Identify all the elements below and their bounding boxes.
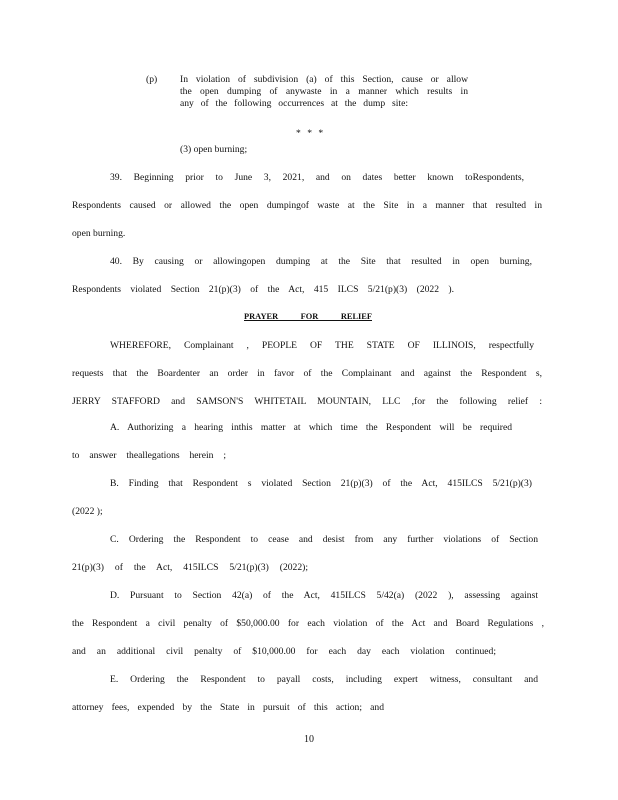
quote-line: the open dumping of anywaste in a manner which results in bbox=[180, 86, 468, 97]
quote-item-3: (3) open burning; bbox=[180, 144, 248, 155]
paragraph-40-line: 40. By causing or allowingopen dumping at the Site that resulted in open burning, bbox=[110, 256, 532, 267]
relief-d-line: the Respondent a civil penalty of $50,000.00 for each violation of the Act and Board Regulations , bbox=[72, 618, 544, 629]
quote-line: any of the following occurrences at the dump site: bbox=[180, 98, 408, 109]
section-heading: PRAYER FOR RELIEF bbox=[244, 312, 372, 321]
relief-e-line: E. Ordering the Respondent to payall costs, including expert witness, consultant and bbox=[110, 674, 538, 685]
relief-d-line: D. Pursuant to Section 42(a) of the Act, 415ILCS 5/42(a) (2022 ), assessing against bbox=[110, 590, 538, 601]
relief-a-line: to answer theallegations herein ; bbox=[72, 450, 226, 461]
wherefore-line: JERRY STAFFORD and SAMSON'S WHITETAIL MOUNTAIN, LLC ,for the following relief : bbox=[72, 396, 542, 407]
wherefore-line: requests that the Boardenter an order in favor of the Complainant and against the Respondent s, bbox=[72, 368, 542, 379]
relief-b-line: (2022 ); bbox=[72, 506, 103, 517]
relief-a-line: A. Authorizing a hearing inthis matter at which time the Respondent will be required bbox=[110, 422, 512, 433]
statute-quote bbox=[180, 74, 468, 110]
paragraph-40-line: Respondents violated Section 21(p)(3) of the Act, 415 ILCS 5/21(p)(3) (2022 ). bbox=[72, 284, 454, 295]
relief-b-line: B. Finding that Respondent s violated Section 21(p)(3) of the Act, 415ILCS 5/21(p)(3) bbox=[110, 478, 532, 489]
page-number: 10 bbox=[304, 734, 314, 745]
relief-c-line: C. Ordering the Respondent to cease and desist from any further violations of Section bbox=[110, 534, 538, 545]
wherefore-line: WHEREFORE, Complainant , PEOPLE OF THE STATE OF ILLINOIS, respectfully bbox=[110, 340, 534, 351]
relief-d-line: and an additional civil penalty of $10,000.00 for each day each violation continued; bbox=[72, 646, 496, 657]
paragraph-39-line: open burning. bbox=[72, 228, 126, 239]
paragraph-39-line: 39. Beginning prior to June 3, 2021, and on dates better known toRespondents, bbox=[110, 172, 524, 183]
omission-stars: * * * bbox=[296, 128, 326, 139]
relief-c-line: 21(p)(3) of the Act, 415ILCS 5/21(p)(3) (2022); bbox=[72, 562, 308, 573]
relief-e-line: attorney fees, expended by the State in pursuit of this action; and bbox=[72, 702, 384, 713]
quote-line: In violation of subdivision (a) of this Section, cause or allow bbox=[180, 74, 468, 85]
paragraph-39-line: Respondents caused or allowed the open dumpingof waste at the Site in a manner that resulted in bbox=[72, 200, 542, 211]
subdivision-label: (p) bbox=[146, 74, 158, 85]
